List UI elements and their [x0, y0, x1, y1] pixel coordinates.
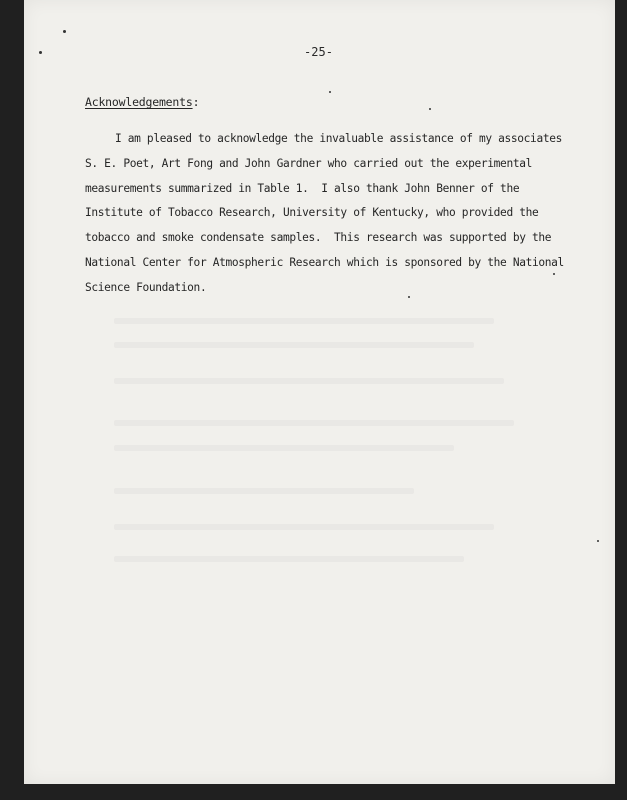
section-heading-colon: :	[192, 95, 200, 109]
paragraph-line: Science Foundation.	[85, 280, 207, 294]
scan-speck	[429, 108, 431, 110]
paragraph-line: Institute of Tobacco Research, University of Kentucky, who provided the	[85, 206, 539, 220]
show-through-line	[114, 524, 494, 530]
section-heading-text: Acknowledgements	[85, 95, 193, 109]
show-through-line	[114, 420, 514, 426]
show-through-line	[114, 488, 414, 494]
scan-speck	[329, 91, 331, 93]
paragraph-line: S. E. Poet, Art Fong and John Gardner who carried out the experimental	[85, 156, 532, 170]
acknowledgement-paragraph	[85, 127, 585, 301]
show-through-line	[114, 342, 474, 348]
show-through-line	[114, 445, 454, 451]
paragraph-line: measurements summarized in Table 1. I also thank John Benner of the	[85, 181, 520, 195]
section-heading	[85, 95, 199, 109]
show-through-line	[114, 556, 464, 562]
scan-speck	[597, 540, 599, 542]
scan-speck	[63, 30, 66, 33]
show-through-line	[114, 378, 504, 384]
paragraph-line: National Center for Atmospheric Research which is sponsored by the National	[85, 255, 564, 269]
paragraph-line: tobacco and smoke condensate samples. This research was supported by the	[85, 231, 552, 245]
show-through-line	[114, 318, 494, 324]
paragraph-line: I am pleased to acknowledge the invaluable assistance of my associates	[115, 132, 562, 145]
page-number: -25-	[304, 45, 333, 59]
document-page	[24, 0, 615, 784]
